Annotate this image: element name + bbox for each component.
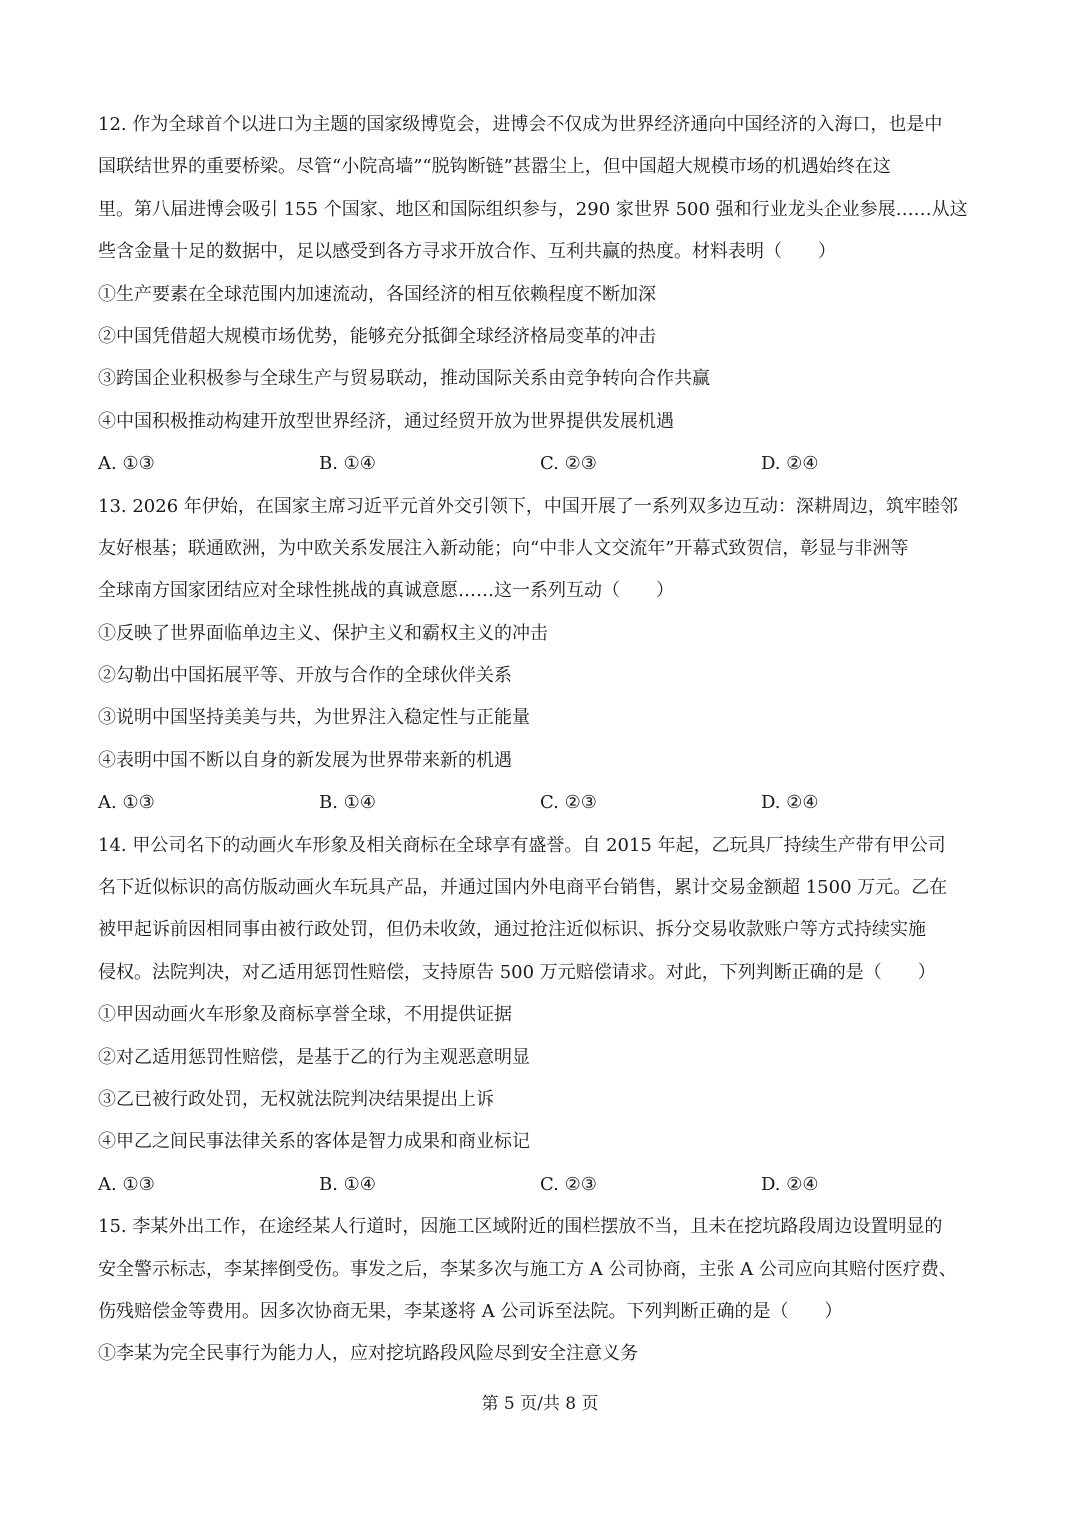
statement-2: ②勾勒出中国拓展平等、开放与合作的全球伙伴关系 bbox=[98, 665, 512, 687]
question-stem-line: 安全警示标志，李某摔倒受伤。事发之后，李某多次与施工方 A 公司协商，主张 A 公司应向其赔付医疗费、 bbox=[98, 1258, 957, 1280]
question-13 bbox=[98, 486, 988, 825]
option-d: D. ②④ bbox=[761, 792, 819, 814]
question-stem-line: 里。第八届进博会吸引 155 个国家、地区和国际组织参与，290 家世界 500 强和行业龙头企业参展……从这 bbox=[98, 198, 968, 220]
statement-3: ③乙已被行政处罚，无权就法院判决结果提出上诉 bbox=[98, 1088, 494, 1110]
option-d: D. ②④ bbox=[761, 1173, 819, 1195]
question-stem-line: 友好根基；联通欧洲，为中欧关系发展注入新动能；向“中非人文交流年”开幕式致贺信，彰显与非洲等 bbox=[98, 537, 909, 559]
statement-2: ②对乙适用惩罚性赔偿，是基于乙的行为主观恶意明显 bbox=[98, 1046, 530, 1068]
option-a: A. ①③ bbox=[98, 792, 155, 814]
option-c: C. ②③ bbox=[540, 453, 597, 475]
question-14 bbox=[98, 825, 988, 1207]
option-a: A. ①③ bbox=[98, 453, 155, 475]
statement-4: ④甲乙之间民事法律关系的客体是智力成果和商业标记 bbox=[98, 1131, 530, 1153]
statement-1: ①生产要素在全球范围内加速流动，各国经济的相互依赖程度不断加深 bbox=[98, 283, 656, 305]
question-stem-line: 侵权。法院判决，对乙适用惩罚性赔偿，支持原告 500 万元赔偿请求。对此，下列判断正确的是（ ） bbox=[98, 961, 936, 983]
option-c: C. ②③ bbox=[540, 1173, 597, 1195]
question-stem-line: 12. 作为全球首个以进口为主题的国家级博览会，进博会不仅成为世界经济通向中国经济的入海口，也是中 bbox=[98, 114, 943, 135]
option-a: A. ①③ bbox=[98, 1173, 155, 1195]
question-stem-line: 全球南方国家团结应对全球性挑战的真诚意愿……这一系列互动（ ） bbox=[98, 580, 674, 602]
option-c: C. ②③ bbox=[540, 792, 597, 814]
question-stem-line: 14. 甲公司名下的动画火车形象及相关商标在全球享有盛誉。自 2015 年起，乙玩具厂持续生产带有甲公司 bbox=[98, 834, 946, 856]
page-number: 第 5 页/共 8 页 bbox=[481, 1394, 599, 1414]
statement-1: ①甲因动画火车形象及商标享誉全球，不用提供证据 bbox=[98, 1004, 512, 1026]
question-stem-line: 伤残赔偿金等费用。因多次协商无果，李某遂将 A 公司诉至法院。下列判断正确的是（ ） bbox=[98, 1300, 843, 1322]
question-stem-line: 名下近似标识的高仿版动画火车玩具产品，并通过国内外电商平台销售，累计交易金额超 1500 万元。乙在 bbox=[98, 877, 948, 899]
statement-3: ③跨国企业积极参与全球生产与贸易联动，推动国际关系由竞争转向合作共赢 bbox=[98, 368, 710, 390]
question-stem-line: 15. 李某外出工作，在途经某人行道时，因施工区域附近的围栏摆放不当，且未在挖坑路段周边设置明显的 bbox=[98, 1216, 943, 1238]
statement-3: ③说明中国坚持美美与共，为世界注入稳定性与正能量 bbox=[98, 707, 530, 729]
answer-options bbox=[98, 1164, 988, 1206]
option-b: B. ①④ bbox=[319, 792, 376, 814]
question-12 bbox=[98, 104, 988, 486]
statement-4: ④表明中国不断以自身的新发展为世界带来新的机遇 bbox=[98, 749, 512, 771]
option-b: B. ①④ bbox=[319, 453, 376, 475]
answer-options bbox=[98, 782, 988, 824]
option-d: D. ②④ bbox=[761, 453, 819, 475]
option-b: B. ①④ bbox=[319, 1173, 376, 1195]
answer-options bbox=[98, 443, 988, 485]
question-stem-line: 国联结世界的重要桥梁。尽管“小院高墙”“脱钩断链”甚嚣尘上，但中国超大规模市场的机遇始终在这 bbox=[98, 156, 891, 178]
question-15 bbox=[98, 1206, 988, 1376]
exam-page bbox=[98, 104, 988, 1376]
statement-1: ①李某为完全民事行为能力人，应对挖坑路段风险尽到安全注意义务 bbox=[98, 1343, 638, 1365]
question-stem-line: 13. 2026 年伊始，在国家主席习近平元首外交引领下，中国开展了一系列双多边互动：深耕周边，筑牢睦邻 bbox=[98, 495, 958, 517]
statement-1: ①反映了世界面临单边主义、保护主义和霸权主义的冲击 bbox=[98, 622, 548, 644]
statement-2: ②中国凭借超大规模市场优势，能够充分抵御全球经济格局变革的冲击 bbox=[98, 325, 656, 347]
question-stem-line: 被甲起诉前因相同事由被行政处罚，但仍未收敛，通过抢注近似标识、拆分交易收款账户等方式持续实施 bbox=[98, 919, 926, 941]
statement-4: ④中国积极推动构建开放型世界经济，通过经贸开放为世界提供发展机遇 bbox=[98, 410, 674, 432]
question-stem-line: 些含金量十足的数据中，足以感受到各方寻求开放合作、互利共赢的热度。材料表明（ ） bbox=[98, 241, 836, 263]
